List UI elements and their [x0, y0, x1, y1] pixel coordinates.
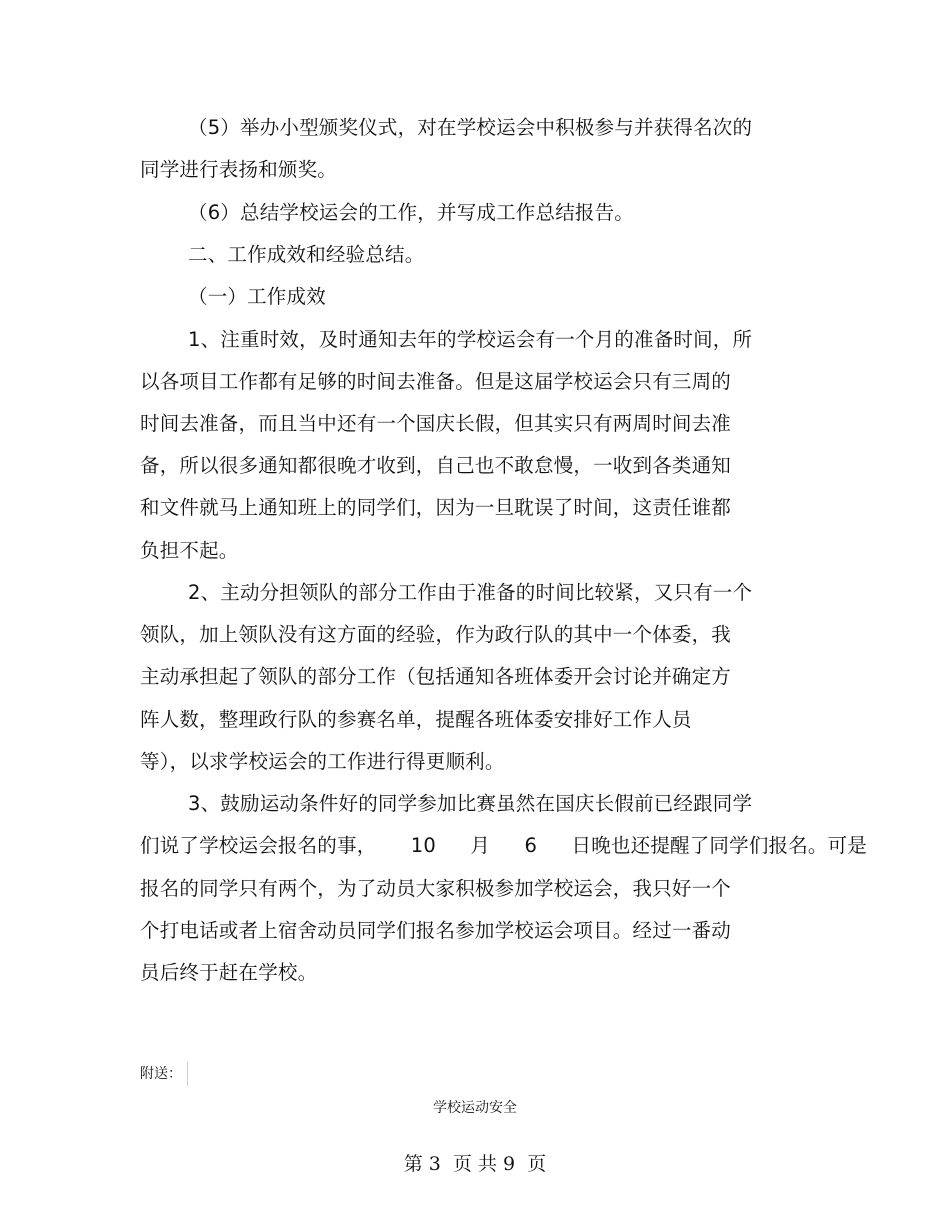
paragraph-line: 主动承担起了领队的部分工作（包括通知各班体委开会讨论并确定方	[140, 665, 732, 688]
paragraph-line: 以各项目工作都有足够的时间去准备。但是这届学校运会只有三周的	[140, 370, 732, 393]
attachment-title: 学校运动安全	[433, 1100, 517, 1116]
paragraph-line: 阵人数，整理政行队的参赛名单，提醒各班体委安排好工作人员	[140, 708, 692, 731]
paragraph-line: 2、主动分担领队的部分工作由于准备的时间比较紧，又只有一个	[188, 581, 753, 604]
paragraph-line: 们说了学校运会报名的事， 10 月 6 日晚也还提醒了同学们报名。可是	[140, 834, 868, 857]
paragraph-line: 3、鼓励运动条件好的同学参加比赛虽然在国庆长假前已经跟同学	[188, 792, 753, 815]
attachment-divider	[187, 1062, 188, 1086]
paragraph-line: 负担不起。	[140, 539, 239, 562]
paragraph-line: 备，所以很多通知都很晚才收到，自己也不敢怠慢，一收到各类通知	[140, 454, 732, 477]
paragraph-line: 同学进行表扬和颁奖。	[140, 158, 338, 181]
paragraph-line: 1、注重时效，及时通知去年的学校运会有一个月的准备时间，所	[188, 328, 753, 351]
paragraph-line: 报名的同学只有两个，为了动员大家积极参加学校运会，我只好一个	[140, 877, 732, 900]
paragraph-line: 时间去准备，而且当中还有一个国庆长假，但其实只有两周时间去准	[140, 412, 732, 435]
paragraph-line: （6）总结学校运会的工作，并写成工作总结报告。	[188, 201, 635, 224]
paragraph-line: 员后终于赶在学校。	[140, 961, 318, 984]
section-heading: 二、工作成效和经验总结。	[188, 243, 425, 266]
paragraph-line: 等），以求学校运会的工作进行得更顺利。	[140, 750, 505, 773]
page-footer: 第 3 页 共 9 页	[403, 1153, 547, 1175]
paragraph-line: 领队，加上领队没有这方面的经验，作为政行队的其中一个体委，我	[140, 623, 732, 646]
paragraph-line: （5）举办小型颁奖仪式，对在学校运会中积极参与并获得名次的	[188, 116, 753, 139]
attachment-label: 附送：	[140, 1066, 182, 1082]
paragraph-line: 个打电话或者上宿舍动员同学们报名参加学校运会项目。经过一番动	[140, 919, 732, 942]
subsection-heading: （一）工作成效	[188, 285, 326, 308]
paragraph-line: 和文件就马上通知班上的同学们，因为一旦耽误了时间，这责任谁都	[140, 496, 732, 519]
